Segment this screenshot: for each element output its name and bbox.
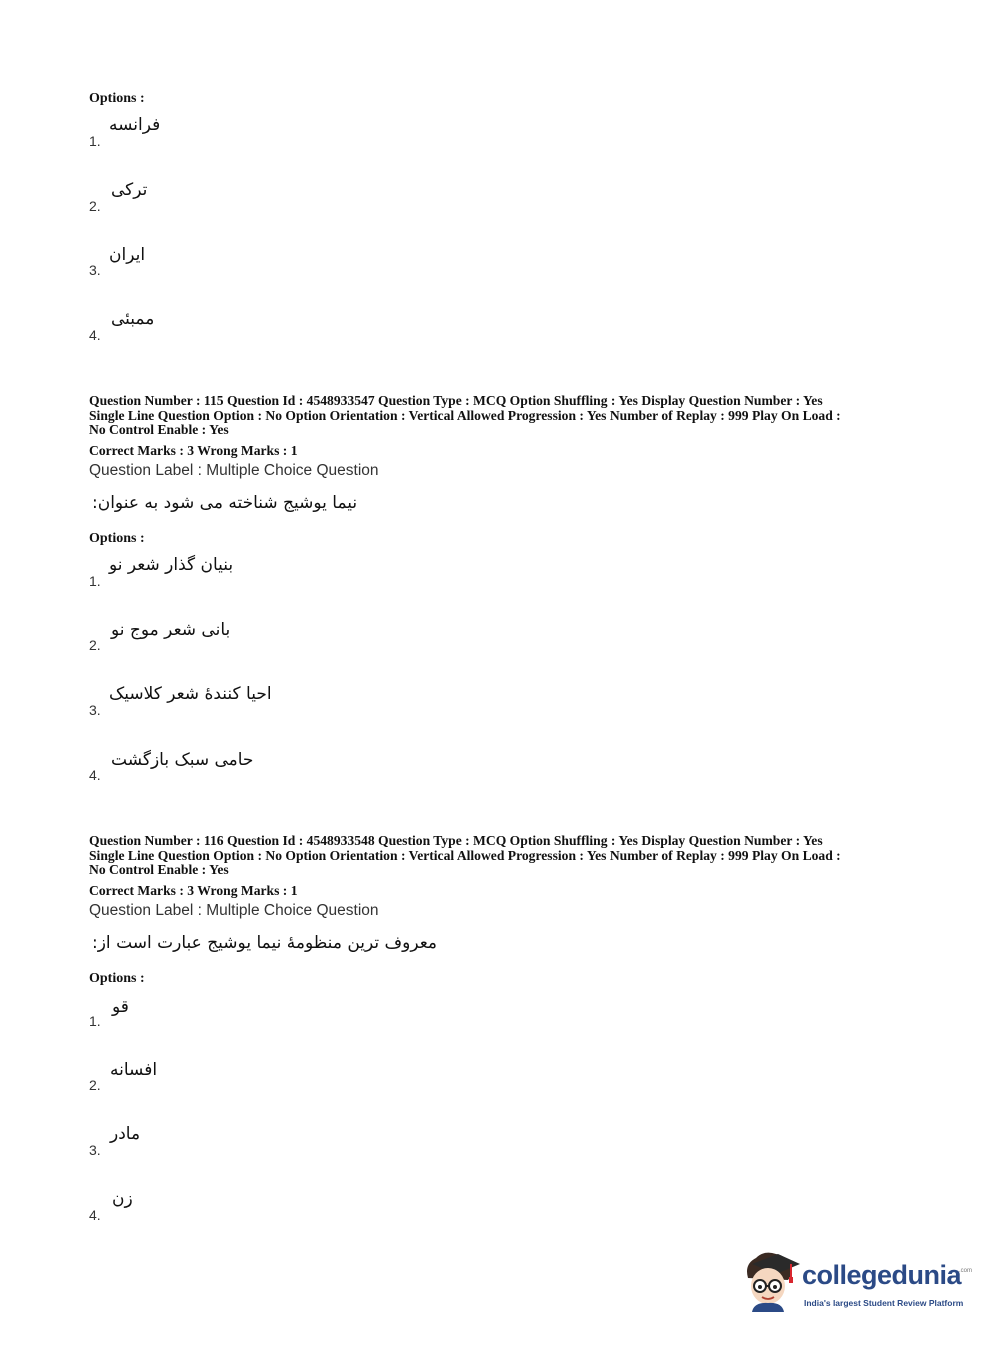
option-number: 3. xyxy=(89,1142,101,1158)
option-number: 1. xyxy=(89,1013,101,1029)
brand-suffix: .com xyxy=(959,1268,973,1274)
question-meta-line: No Control Enable : Yes xyxy=(89,862,229,878)
option-number: 1. xyxy=(89,133,101,149)
option-number: 2. xyxy=(89,637,101,653)
brand-tagline: India's largest Student Review Platform xyxy=(804,1298,964,1308)
question-meta-line: Single Line Question Option : No Option Orientation : Vertical Allowed Progression : Yes Number of Replay : 999 Play On Load : xyxy=(89,847,841,863)
option-text: ممبئی xyxy=(111,309,155,329)
option-number: 3. xyxy=(89,702,101,718)
option-text: ایران xyxy=(109,245,146,265)
question-marks: Correct Marks : 3 Wrong Marks : 1 xyxy=(89,883,298,898)
option-text: بانی شعر موج نو xyxy=(111,620,231,640)
question-meta-line: Question Number : 116 Question Id : 4548933548 Question Type : MCQ Option Shuffling : Yes Display Question Number : Yes xyxy=(89,833,823,848)
collegedunia-logo[interactable] xyxy=(740,1248,973,1318)
option-number: 4. xyxy=(89,767,101,783)
question-label: Question Label : Multiple Choice Question xyxy=(89,462,379,479)
option-text: زن xyxy=(112,1189,133,1209)
option-number: 2. xyxy=(89,1077,101,1093)
option-number: 2. xyxy=(89,198,101,214)
option-number: 4. xyxy=(89,327,101,343)
question-meta xyxy=(89,394,919,438)
option-text: افسانه xyxy=(110,1060,158,1080)
option-text: قو xyxy=(112,997,129,1017)
option-text: حامی سبک بازگشت xyxy=(111,750,254,770)
options-heading: Options : xyxy=(89,971,145,986)
options-heading: Options : xyxy=(89,91,145,106)
mascot-icon xyxy=(740,1248,802,1312)
option-text: بنیان گذار شعر نو xyxy=(109,555,234,575)
question-text: معروف ترین منظومهٔ نیما یوشیج عبارت است از: xyxy=(92,933,438,953)
question-text: نیما یوشیج شناخته می شود به عنوان: xyxy=(92,493,358,513)
question-meta-line: Question Number : 115 Question Id : 4548933547 Question Type : MCQ Option Shuffling : Yes Display Question Number : Yes xyxy=(89,393,823,408)
option-number: 4. xyxy=(89,1207,101,1223)
option-text: ترکی xyxy=(111,180,148,200)
option-text: فرانسه xyxy=(109,115,161,135)
question-meta-line: No Control Enable : Yes xyxy=(89,422,229,438)
question-meta-line: Single Line Question Option : No Option Orientation : Vertical Allowed Progression : Yes Number of Replay : 999 Play On Load : xyxy=(89,407,841,423)
option-number: 1. xyxy=(89,573,101,589)
question-meta xyxy=(89,834,919,878)
options-heading: Options : xyxy=(89,531,145,546)
question-label: Question Label : Multiple Choice Question xyxy=(89,902,379,919)
option-text: احیا کنندهٔ شعر کلاسیک xyxy=(109,684,272,704)
option-text: مادر xyxy=(110,1124,141,1144)
option-number: 3. xyxy=(89,262,101,278)
question-marks: Correct Marks : 3 Wrong Marks : 1 xyxy=(89,443,298,458)
brand-name: collegedunia xyxy=(802,1260,962,1290)
